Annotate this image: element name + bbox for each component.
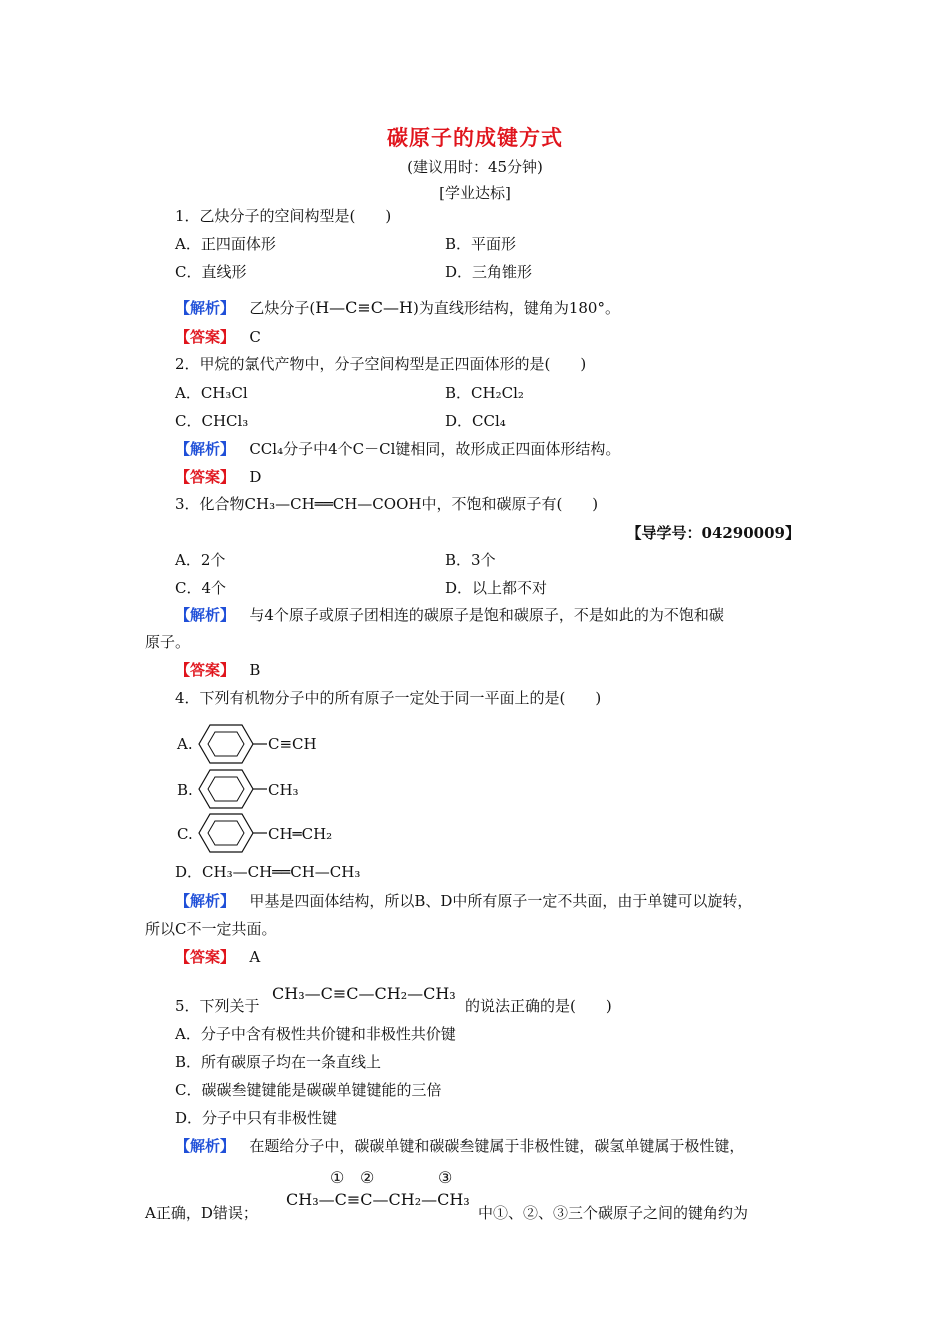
- q1-option-a: A．正四面体形: [175, 235, 276, 253]
- q4-option-c-letter: C.: [177, 825, 193, 843]
- q5-option-b: B．所有碳原子均在一条直线上: [175, 1053, 382, 1071]
- suggested-time: (建议用时：45分钟): [407, 158, 543, 176]
- analysis-tag: 【解析】: [175, 299, 236, 317]
- analysis-tag: 【解析】: [175, 606, 236, 624]
- q2-option-b: B．CH₂Cl₂: [445, 384, 524, 402]
- q5-analysis-line2-pre: A正确，D错误；: [145, 1204, 258, 1222]
- answer-tag: 【答案】: [175, 661, 236, 679]
- answer-tag: 【答案】: [175, 948, 236, 966]
- page-title: 碳原子的成键方式: [387, 125, 563, 150]
- q4-answer: 【答案】 A: [175, 948, 261, 966]
- q4-option-b-letter: B.: [177, 781, 193, 799]
- q5-stem-pre: 5．下列关于: [175, 997, 260, 1015]
- q4-option-b-group: CH₃: [268, 781, 299, 799]
- carbon-mark-3: ③: [438, 1168, 453, 1187]
- q3-answer: 【答案】 B: [175, 661, 261, 679]
- q1-option-c: C．直线形: [175, 263, 247, 281]
- analysis-tag: 【解析】: [175, 1137, 236, 1155]
- q3-option-d: D．以上都不对: [445, 579, 548, 597]
- analysis-tag: 【解析】: [175, 892, 236, 910]
- benzene-ring-icon: [195, 767, 269, 811]
- q5-formula: CH₃—C≡C—CH₂—CH₃: [272, 984, 456, 1003]
- q5-stem-post: 的说法正确的是( ): [465, 997, 612, 1015]
- q3-option-a: A．2个: [175, 551, 226, 569]
- q2-analysis: 【解析】 CCl₄分子中4个C－Cl键相同，故形成正四面体形结构。: [175, 440, 621, 458]
- q2-option-d: D．CCl₄: [445, 412, 506, 430]
- q2-option-c: C．CHCl₃: [175, 412, 249, 430]
- q5-analysis-formula: CH₃—C≡C—CH₂—CH₃: [286, 1190, 470, 1209]
- q5-option-d: D．分子中只有非极性键: [175, 1109, 338, 1127]
- q1-option-b: B．平面形: [445, 235, 517, 253]
- q3-option-b: B．3个: [445, 551, 496, 569]
- benzene-ring-icon: [195, 722, 269, 766]
- analysis-tag: 【解析】: [175, 440, 236, 458]
- q3-analysis-line2: 原子。: [145, 633, 191, 651]
- q4-option-a-group: C≡CH: [268, 735, 317, 753]
- benzene-ring-icon: [195, 811, 269, 855]
- q3-stem: 3．化合物CH₃—CH══CH—COOH中，不饱和碳原子有( ): [175, 495, 599, 513]
- q3-analysis-line1: 【解析】 与4个原子或原子团相连的碳原子是饱和碳原子，不是如此的为不饱和碳: [175, 606, 724, 624]
- q2-answer: 【答案】 D: [175, 468, 262, 486]
- q5-option-c: C．碳碳叁键键能是碳碳单键键能的三倍: [175, 1081, 442, 1099]
- q4-stem: 4．下列有机物分子中的所有原子一定处于同一平面上的是( ): [175, 689, 602, 707]
- q1-option-d: D．三角锥形: [445, 263, 533, 281]
- q2-stem: 2．甲烷的氯代产物中，分子空间构型是正四面体形的是( ): [175, 355, 587, 373]
- q1-stem: 1．乙炔分子的空间构型是( ): [175, 207, 392, 225]
- answer-tag: 【答案】: [175, 468, 236, 486]
- section-heading: [学业达标]: [439, 184, 511, 202]
- q5-analysis-line1: 【解析】 在题给分子中，碳碳单键和碳碳叁键属于非极性键，碳氢单键属于极性键，: [175, 1137, 745, 1155]
- q1-answer: 【答案】 C: [175, 328, 261, 346]
- q4-option-a-letter: A.: [177, 735, 193, 753]
- q2-option-a: A．CH₃Cl: [175, 384, 248, 402]
- carbon-mark-2: ②: [360, 1168, 375, 1187]
- acetylene-formula: H—C≡C—H: [315, 298, 413, 317]
- q3-option-c: C．4个: [175, 579, 227, 597]
- q5-option-a: A．分子中含有极性共价键和非极性共价键: [175, 1025, 456, 1043]
- q1-analysis: 【解析】 乙炔分子(H—C≡C—H)为直线形结构，键角为180°。: [175, 298, 620, 317]
- q5-analysis-line2-post: 中①、②、③三个碳原子之间的键角约为: [478, 1204, 749, 1222]
- carbon-mark-1: ①: [330, 1168, 345, 1187]
- study-number: 【导学号：04290009】: [626, 524, 800, 542]
- q4-option-d: D．CH₃—CH══CH—CH₃: [175, 863, 361, 881]
- answer-tag: 【答案】: [175, 328, 236, 346]
- q4-analysis-line2: 所以C不一定共面。: [145, 920, 277, 938]
- q4-option-c-group: CH═CH₂: [268, 825, 333, 843]
- q4-analysis-line1: 【解析】 甲基是四面体结构，所以B、D中所有原子一定不共面，由于单键可以旋转，: [175, 892, 753, 910]
